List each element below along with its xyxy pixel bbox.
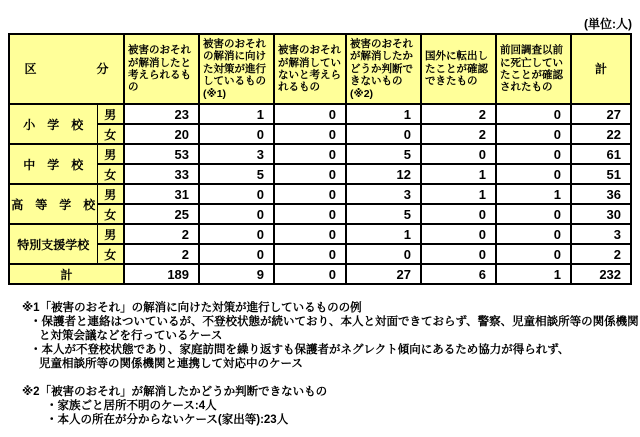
gender-cell: 男	[97, 144, 124, 164]
value-cell: 0	[199, 224, 274, 244]
column-header-cell: 被害のおそれが解消したと考えられるもの	[124, 34, 199, 104]
value-cell: 5	[346, 144, 421, 164]
total-value-cell: 1	[496, 264, 571, 284]
value-cell: 22	[571, 124, 631, 144]
value-cell: 0	[496, 104, 571, 124]
value-cell: 33	[124, 164, 199, 184]
value-cell: 53	[124, 144, 199, 164]
column-header-cell: 被害のおそれが解消したかどうか判断できないもの(※2)	[346, 34, 421, 104]
total-value-cell: 9	[199, 264, 274, 284]
column-header-cell: 被害のおそれの解消に向けた対策が進行しているもの(※1)	[199, 34, 274, 104]
table-row	[9, 204, 631, 224]
total-label-cell: 計	[9, 264, 124, 284]
value-cell: 3	[199, 144, 274, 164]
gender-cell: 女	[97, 164, 124, 184]
gender-cell: 男	[97, 224, 124, 244]
footnote-line: ・保護者と連絡はついているが、不登校状態が続いており、本人と対面できておらず、警察、児童相談所等の関係機関	[30, 316, 639, 328]
column-header-cell: 被害のおそれが解消していないと考えられるもの	[274, 34, 346, 104]
value-cell: 2	[421, 104, 496, 124]
gender-cell: 女	[97, 244, 124, 264]
school-name-cell: 特別支援学校	[9, 224, 97, 264]
table-row	[9, 144, 631, 164]
table-row	[9, 244, 631, 264]
value-cell: 0	[274, 164, 346, 184]
footnote-2	[22, 385, 327, 427]
value-cell: 5	[199, 164, 274, 184]
value-cell: 0	[421, 204, 496, 224]
value-cell: 1	[199, 104, 274, 124]
value-cell: 0	[199, 244, 274, 264]
value-cell: 2	[124, 224, 199, 244]
footnote-1	[22, 301, 639, 371]
gender-cell: 女	[97, 204, 124, 224]
value-cell: 0	[274, 104, 346, 124]
value-cell: 0	[199, 184, 274, 204]
value-cell: 25	[124, 204, 199, 224]
value-cell: 3	[346, 184, 421, 204]
table-row	[9, 224, 631, 244]
value-cell: 31	[124, 184, 199, 204]
table-row	[9, 184, 631, 204]
value-cell: 0	[421, 224, 496, 244]
value-cell: 0	[199, 124, 274, 144]
total-value-cell: 232	[571, 264, 631, 284]
footnote-line: ・本人の所在が分からないケース(家出等):23人	[46, 414, 289, 426]
value-cell: 0	[274, 124, 346, 144]
school-name-cell: 小 学 校	[9, 104, 97, 144]
value-cell: 2	[421, 124, 496, 144]
unit-label: (単位:人)	[584, 17, 632, 31]
column-header-cell: 国外に転出したことが確認できたもの	[421, 34, 496, 104]
value-cell: 2	[571, 244, 631, 264]
value-cell: 1	[496, 184, 571, 204]
value-cell: 20	[124, 124, 199, 144]
footnote-2-title: ※2「被害のおそれ」が解消したかどうか判断できないもの	[22, 386, 328, 398]
value-cell: 0	[421, 144, 496, 164]
value-cell: 0	[496, 244, 571, 264]
value-cell: 1	[421, 184, 496, 204]
value-cell: 3	[571, 224, 631, 244]
gender-cell: 女	[97, 124, 124, 144]
table-row	[9, 164, 631, 184]
total-value-cell: 6	[421, 264, 496, 284]
column-header-cell: 前回調査以前に死亡していたことが確認されたもの	[496, 34, 571, 104]
value-cell: 12	[346, 164, 421, 184]
value-cell: 0	[199, 204, 274, 224]
value-cell: 23	[124, 104, 199, 124]
value-cell: 1	[346, 224, 421, 244]
school-name-cell: 中 学 校	[9, 144, 97, 184]
total-value-cell: 189	[124, 264, 199, 284]
corner-header-cell: 区 分	[9, 34, 124, 104]
value-cell: 0	[274, 244, 346, 264]
table-header-row	[9, 34, 631, 104]
value-cell: 5	[346, 204, 421, 224]
value-cell: 0	[274, 224, 346, 244]
total-value-cell: 0	[274, 264, 346, 284]
footnote-line: ・本人が不登校状態であり、家庭訪問を繰り返すも保護者がネグレクト傾向にあるため協力が得られず、	[30, 344, 570, 356]
footnote-line: 児童相談所等の関係機関と連携して対応中のケース	[39, 358, 303, 370]
footnote-line: と対策会議などを行っているケース	[39, 330, 223, 342]
value-cell: 0	[496, 204, 571, 224]
value-cell: 0	[274, 204, 346, 224]
footnote-1-title: ※1「被害のおそれ」の解消に向けた対策が進行しているものの例	[22, 302, 362, 314]
value-cell: 2	[124, 244, 199, 264]
value-cell: 0	[496, 164, 571, 184]
value-cell: 0	[274, 144, 346, 164]
value-cell: 0	[346, 124, 421, 144]
school-name-cell: 高 等 学 校	[9, 184, 97, 224]
value-cell: 27	[571, 104, 631, 124]
value-cell: 0	[496, 224, 571, 244]
table-body	[9, 104, 631, 284]
value-cell: 51	[571, 164, 631, 184]
gender-cell: 男	[97, 104, 124, 124]
results-table	[8, 33, 632, 285]
value-cell: 61	[571, 144, 631, 164]
value-cell: 30	[571, 204, 631, 224]
gender-cell: 男	[97, 184, 124, 204]
footnote-line: ・家族ごと居所不明のケース:4人	[46, 400, 217, 412]
value-cell: 36	[571, 184, 631, 204]
value-cell: 0	[274, 184, 346, 204]
column-header-cell: 計	[571, 34, 631, 104]
total-row	[9, 264, 631, 284]
value-cell: 0	[496, 124, 571, 144]
value-cell: 0	[421, 244, 496, 264]
value-cell: 0	[346, 244, 421, 264]
table-row	[9, 104, 631, 124]
value-cell: 1	[421, 164, 496, 184]
value-cell: 0	[496, 144, 571, 164]
table-row	[9, 124, 631, 144]
total-value-cell: 27	[346, 264, 421, 284]
value-cell: 1	[346, 104, 421, 124]
